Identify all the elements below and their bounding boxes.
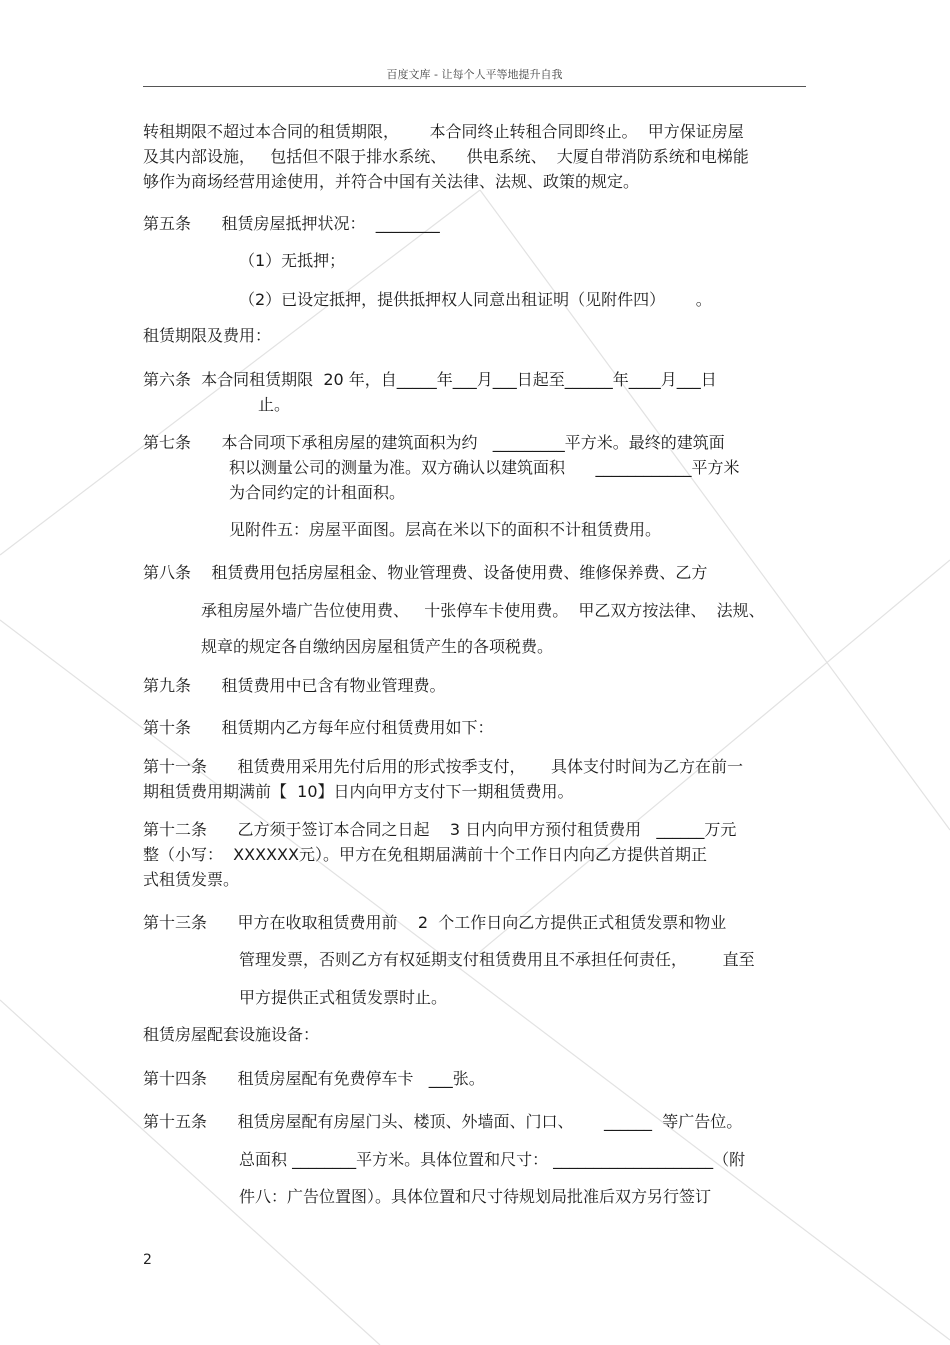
document-line: 转租期限不超过本合同的租赁期限， 本合同终止转租合同即终止。 甲方保证房屋 bbox=[143, 122, 744, 141]
document-line: 第十五条 租赁房屋配有房屋门头、楼顶、外墙面、门口、 ______ 等广告位。 bbox=[143, 1112, 743, 1131]
document-line: 规章的规定各自缴纳因房屋租赁产生的各项税费。 bbox=[201, 637, 554, 656]
document-line: 及其内部设施， 包括但不限于排水系统、 供电系统、 大厦自带消防系统和电梯能 bbox=[143, 147, 749, 166]
page-header: 百度文库 - 让每个人平等地提升自我 bbox=[386, 68, 563, 81]
document-line: 甲方提供正式租赁发票时止。 bbox=[239, 988, 448, 1007]
document-line: 管理发票，否则乙方有权延期支付租赁费用且不承担任何责任， 直至 bbox=[239, 950, 755, 969]
document-line: （2）已设定抵押，提供抵押权人同意出租证明（见附件四） 。 bbox=[239, 290, 712, 309]
document-line: 第八条 租赁费用包括房屋租金、物业管理费、设备使用费、维修保养费、乙方 bbox=[143, 563, 708, 582]
document-line: 租赁房屋配套设施设备： bbox=[143, 1025, 320, 1044]
document-line: 整（小写： XXXXXX元）。甲方在免租期届满前十个工作日内向乙方提供首期正 bbox=[143, 845, 707, 864]
document-line: 第五条 租赁房屋抵押状况： ________ bbox=[143, 214, 440, 233]
document-line: 承租房屋外墙广告位使用费、 十张停车卡使用费。 甲乙双方按法律、 法规、 bbox=[201, 601, 765, 620]
document-line: 见附件五：房屋平面图。层高在米以下的面积不计租赁费用。 bbox=[229, 520, 662, 539]
header-divider bbox=[143, 86, 806, 87]
document-line: 第七条 本合同项下承租房屋的建筑面积为约 _________平方米。最终的建筑面 bbox=[143, 433, 725, 452]
document-line: 第十二条 乙方须于签订本合同之日起 3 日内向甲方预付租赁费用 ______万元 bbox=[143, 820, 737, 839]
document-line: 式租赁发票。 bbox=[143, 870, 240, 889]
document-line: 总面积 ________平方米。具体位置和尺寸： ____________________（附 bbox=[239, 1150, 746, 1169]
document-line: 第十条 租赁期内乙方每年应付租赁费用如下： bbox=[143, 718, 494, 737]
document-line: 第六条 本合同租赁期限 20 年，自_____年___月___日起至______年____月___日 bbox=[143, 370, 717, 389]
document-line: 第十一条 租赁费用采用先付后用的形式按季支付， 具体支付时间为乙方在前一 bbox=[143, 757, 743, 776]
document-line: （1）无抵押； bbox=[239, 251, 346, 270]
document-line: 积以测量公司的测量为准。双方确认以建筑面积 ____________平方米 bbox=[229, 458, 740, 477]
document-line: 租赁期限及费用： bbox=[143, 326, 272, 345]
document-line: 期租赁费用期满前【 10】日内向甲方支付下一期租赁费用。 bbox=[143, 782, 574, 801]
document-line: 为合同约定的计租面积。 bbox=[229, 483, 406, 502]
document-line: 第十三条 甲方在收取租赁费用前 2 个工作日向乙方提供正式租赁发票和物业 bbox=[143, 913, 727, 932]
document-line: 够作为商场经营用途使用，并符合中国有关法律、法规、政策的规定。 bbox=[143, 172, 640, 191]
document-line: 止。 bbox=[258, 395, 291, 414]
page-number: 2 bbox=[143, 1252, 152, 1268]
document-line: 件八：广告位置图）。具体位置和尺寸待规划局批准后双方另行签订 bbox=[239, 1187, 712, 1206]
document-line: 第十四条 租赁房屋配有免费停车卡 ___张。 bbox=[143, 1069, 485, 1088]
document-line: 第九条 租赁费用中已含有物业管理费。 bbox=[143, 676, 446, 695]
